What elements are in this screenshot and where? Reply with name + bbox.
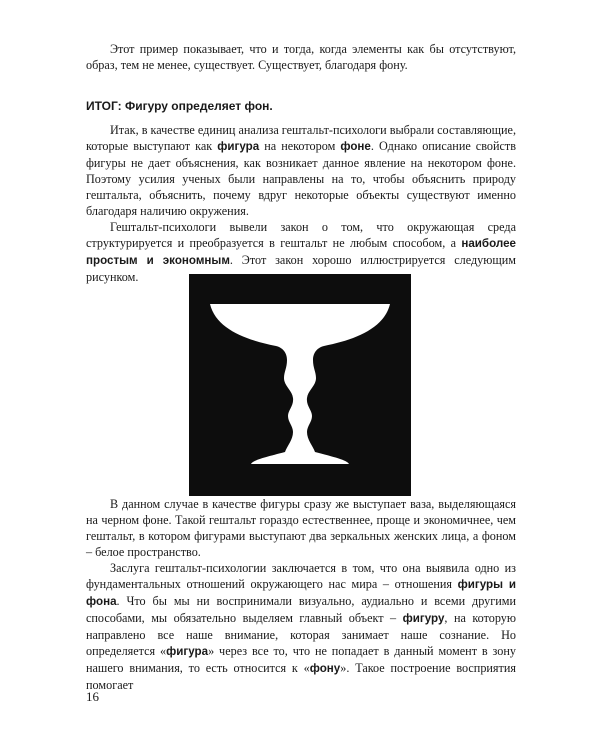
page-number: 16 xyxy=(86,689,99,704)
text-run: на некотором xyxy=(259,139,341,153)
text-run: » через все то, что не попадает в данный момент в зону нашего внимания, то есть относится к « xyxy=(86,644,517,675)
text-run: Заслуга гештальт-психологии заключается в том, что она выявила одно из фундаментальных отношений окружающего нас мира – отношения xyxy=(86,561,516,591)
rubin-vase-illustration xyxy=(189,274,411,496)
body-text-block xyxy=(86,496,516,693)
bold-term: фоне xyxy=(340,140,371,153)
text-run: Гештальт-психологи вывели закон о том, что окружающая среда структурируется и преобразуется в гештальт не любым способом, а xyxy=(86,220,516,250)
text-run: . Что бы мы ни воспринимали визуально, аудиально и всеми другими способами, мы обязательно выделяем главный объект – xyxy=(86,594,516,625)
bold-term: фигуру xyxy=(402,612,445,625)
text-run: , на которую направлено все наше внимание, которая занимает наше сознание. Но определяется « xyxy=(86,611,516,658)
body-text-block xyxy=(86,122,516,285)
section-conclusion-heading: ИТОГ: Фигуру определяет фон. xyxy=(86,99,273,113)
text-run: Итак, в качестве единиц анализа гештальт-психологи выбрали составляющие, которые выступают как xyxy=(86,123,516,153)
paragraph-4: В данном случае в качестве фигуры сразу же выступает ваза, выделяющаяся на черном фоне. Такой гештальт гораздо естественнее, проще и экономичнее, чем гештальт, в котором фигурами выступают два зеркальных женских лица, а фоном – белое пространство. xyxy=(86,497,516,559)
bold-term: наиболее простым и экономным xyxy=(86,237,516,267)
bold-term: фону xyxy=(309,662,341,675)
bold-term: фигура xyxy=(217,140,260,153)
paragraph-2 xyxy=(86,122,516,219)
paragraph-5 xyxy=(86,560,516,693)
text-run: . Однако описание свойств фигуры не дает объяснения, как возникает данное явление на некотором фоне. Поэтому усилия ученых были направлены на то, чтобы объяснить природу гештальта, объяснить, почему вдруг некоторые объекты существуют именно благодаря наличию окружения. xyxy=(86,139,516,218)
text-run: . Этот закон хорошо иллюстрируется следующим рисунком. xyxy=(86,253,516,284)
bold-term: фигура xyxy=(166,645,209,658)
body-text xyxy=(86,41,516,73)
text-run: ». Такое построение восприятия помогает xyxy=(86,661,516,692)
paragraph-1: Этот пример показывает, что и тогда, когда элементы как бы отсутствуют, образ, тем не менее, существует. Существует, благодаря фону. xyxy=(86,42,516,72)
bold-term: фигуры и фона xyxy=(86,578,516,608)
